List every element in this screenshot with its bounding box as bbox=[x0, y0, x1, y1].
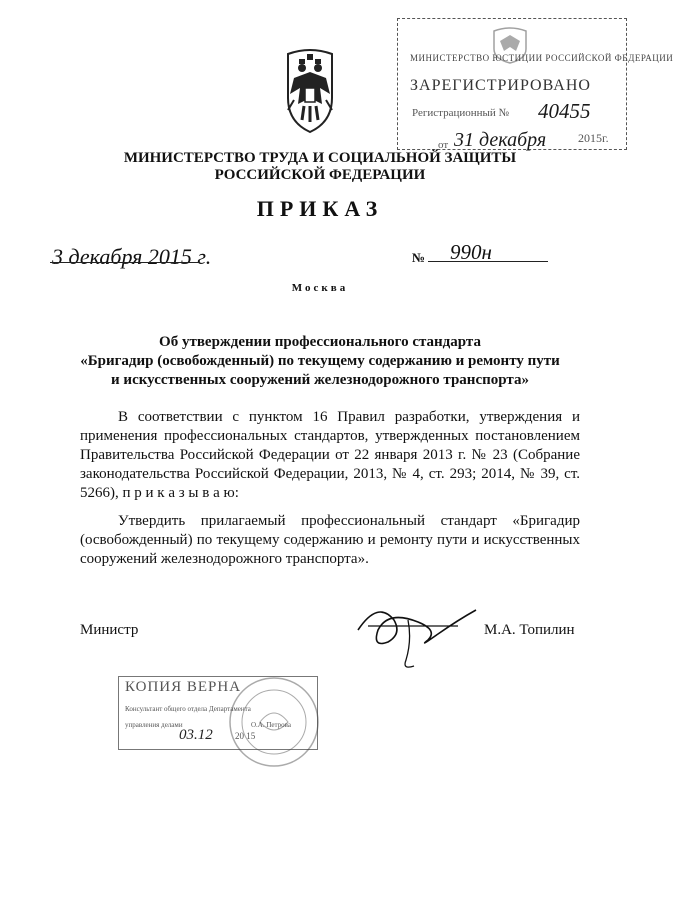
registration-number: 40455 bbox=[538, 99, 591, 123]
city: Москва bbox=[291, 282, 349, 294]
subject-line-3: и искусственных сооружений железнодорожного транспорта» bbox=[111, 372, 529, 388]
copy-stamp-date: 03.12 bbox=[179, 727, 213, 743]
copy-stamp-line-1: Консультант общего отдела Департамента bbox=[125, 705, 251, 713]
order-subject bbox=[60, 333, 580, 390]
coat-of-arms-icon bbox=[274, 48, 346, 134]
number-underline bbox=[428, 261, 548, 262]
signatory-name: М.А. Топилин bbox=[484, 622, 575, 638]
registration-authority: МИНИСТЕРСТВО ЮСТИЦИИ РОССИЙСКОЙ ФЕДЕРАЦИИ bbox=[410, 53, 673, 63]
copy-stamp-heading: КОПИЯ ВЕРНА bbox=[125, 679, 242, 695]
ministry-line-2: РОССИЙСКОЙ ФЕДЕРАЦИИ bbox=[214, 167, 426, 183]
registration-date: 31 декабря bbox=[454, 129, 547, 151]
ministry-line-1: МИНИСТЕРСТВО ТРУДА И СОЦИАЛЬНОЙ ЗАЩИТЫ bbox=[123, 150, 517, 166]
subject-line-1: Об утверждении профессионального стандарта bbox=[159, 334, 481, 350]
registration-number-label: Регистрационный № bbox=[412, 107, 510, 119]
handwritten-signature bbox=[348, 590, 488, 672]
order-number: 990н bbox=[450, 240, 492, 264]
round-seal-icon bbox=[226, 674, 322, 770]
copy-stamp-signer: О.А. Петрова bbox=[251, 721, 291, 729]
registration-date-prefix: от bbox=[438, 139, 449, 151]
order-number-label: № bbox=[412, 250, 426, 265]
signatory-title: Министр bbox=[80, 622, 139, 638]
body-paragraph-2: Утвердить прилагаемый профессиональный стандарт «Бригадир (освобожденный) по текущему содержанию и ремонту пути и искусственных сооружений железнодорожного транспорта». bbox=[80, 513, 580, 567]
registered-label: ЗАРЕГИСТРИРОВАНО bbox=[410, 77, 591, 94]
subject-line-2: «Бригадир (освобожденный) по текущему содержанию и ремонту пути bbox=[80, 353, 560, 369]
registration-stamp bbox=[397, 18, 673, 151]
registration-year: 2015г. bbox=[578, 131, 609, 145]
date-underline bbox=[50, 262, 200, 263]
document-type: ПРИКАЗ bbox=[256, 196, 384, 221]
order-date: 3 декабря 2015 г. bbox=[52, 244, 212, 269]
body-paragraph-1: В соответствии с пунктом 16 Правил разработки, утверждения и применения профессиональных стандартов, утвержденных постановлением Правительства Российской Федерации от 22 января 2013 г. № 23 (Собрание законодательства Российской Федерации, 2013, № 4, ст. 293; 2014, № 39, ст. 5266), п р и к а з ы в а ю: bbox=[80, 409, 580, 501]
copy-stamp-year: 20 15 bbox=[235, 731, 256, 741]
ministry-name bbox=[100, 150, 540, 184]
copy-stamp-line-2: управления делами bbox=[125, 721, 183, 729]
